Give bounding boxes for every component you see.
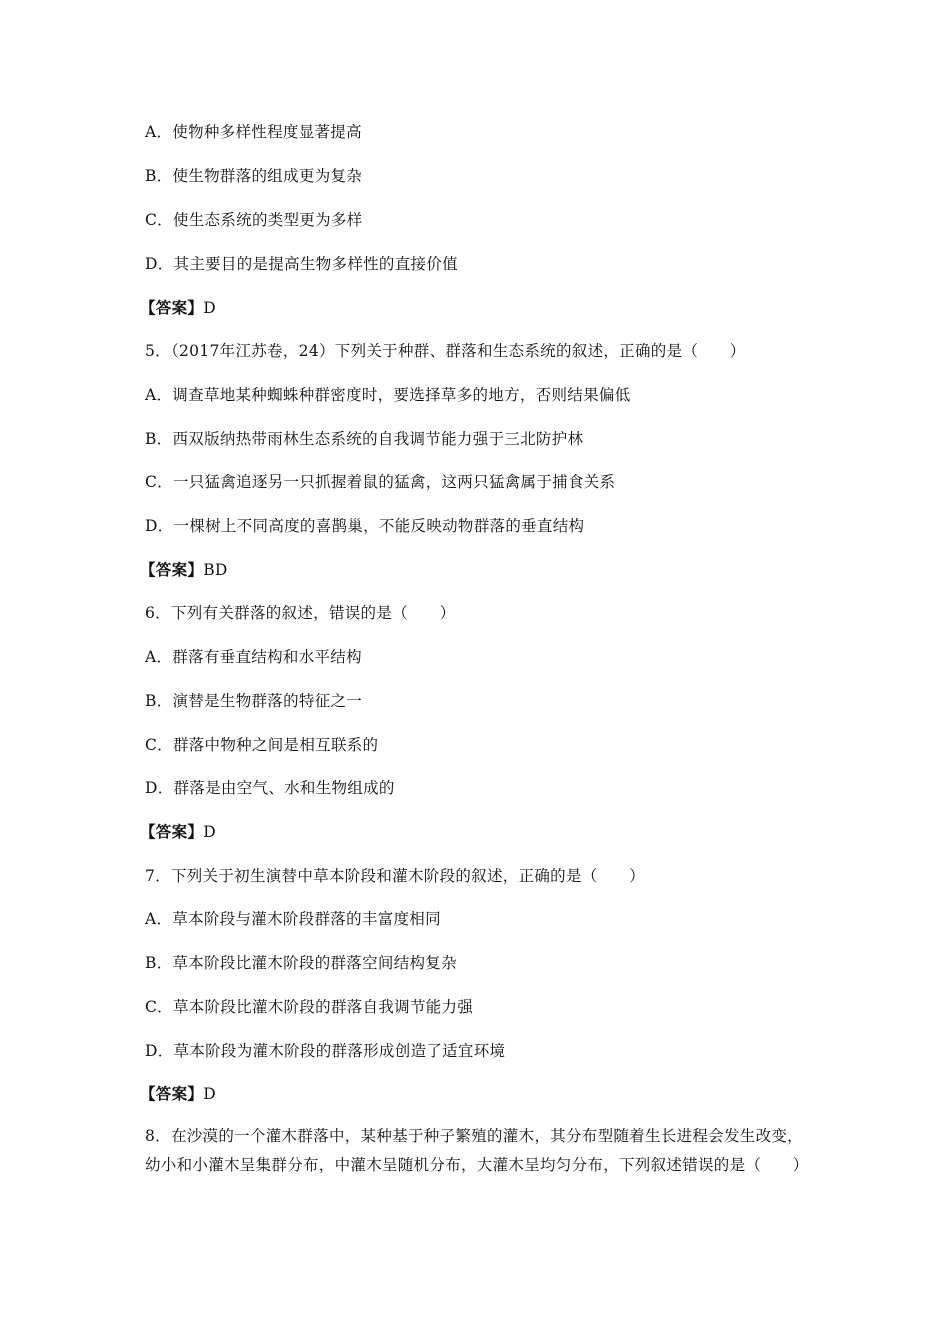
q6-answer-label: 【答案】 [140,822,204,841]
q8-stem: 8．在沙漠的一个灌木群落中，某种基于种子繁殖的灌木，其分布型随着生长进程会发生改变，幼小和小灌木呈集群分布，中灌木呈随机分布，大灌木呈均匀分布，下列叙述错误的是（ ） [145,1127,809,1174]
q6-answer [140,821,820,843]
q7-option-c: C．草本阶段比灌木阶段的群落自我调节能力强 [145,998,474,1016]
q5-answer-value: BD [203,561,228,579]
q5-answer [140,559,820,581]
q4-answer-value: D [203,299,216,317]
q5-option-a: A．调查草地某种蜘蛛种群密度时，要选择草多的地方，否则结果偏低 [145,386,631,404]
q7-option-d: D．草本阶段为灌木阶段的群落形成创造了适宜环境 [145,1042,506,1060]
q6-stem: 6．下列有关群落的叙述，错误的是（ ） [145,604,456,622]
q4-answer [140,297,820,319]
q4-answer-label: 【答案】 [140,298,204,317]
q7-option-b: B．草本阶段比灌木阶段的群落空间结构复杂 [145,954,457,972]
q6-option-c: C．群落中物种之间是相互联系的 [145,736,379,754]
q4-option-a: A．使物种多样性程度显著提高 [145,123,362,141]
q6-option-b: B．演替是生物群落的特征之一 [145,692,363,710]
q7-option-a: A．草本阶段与灌木阶段群落的丰富度相同 [145,910,441,928]
q5-option-b: B．西双版纳热带雨林生态系统的自我调节能力强于三北防护林 [145,430,584,448]
q7-answer-value: D [203,1085,216,1103]
q6-option-a: A．群落有垂直结构和水平结构 [145,648,362,666]
q4-option-b: B．使生物群落的组成更为复杂 [145,167,363,185]
q7-answer [140,1083,820,1105]
q4-option-c: C．使生态系统的类型更为多样 [145,211,363,229]
q6-option-d: D．群落是由空气、水和生物组成的 [145,779,395,797]
q4-option-d: D．其主要目的是提高生物多样性的直接价值 [145,255,458,273]
q5-stem: 5．（2017年江苏卷，24）下列关于种群、群落和生态系统的叙述，正确的是（ ） [145,342,746,360]
q7-answer-label: 【答案】 [140,1084,204,1103]
q7-stem: 7．下列关于初生演替中草本阶段和灌木阶段的叙述，正确的是（ ） [145,867,645,885]
q5-option-d: D．一棵树上不同高度的喜鹊巢，不能反映动物群落的垂直结构 [145,517,585,535]
q5-answer-label: 【答案】 [140,560,204,579]
q6-answer-value: D [203,823,216,841]
q5-option-c: C．一只猛禽追逐另一只抓握着鼠的猛禽，这两只猛禽属于捕食关系 [145,473,616,491]
